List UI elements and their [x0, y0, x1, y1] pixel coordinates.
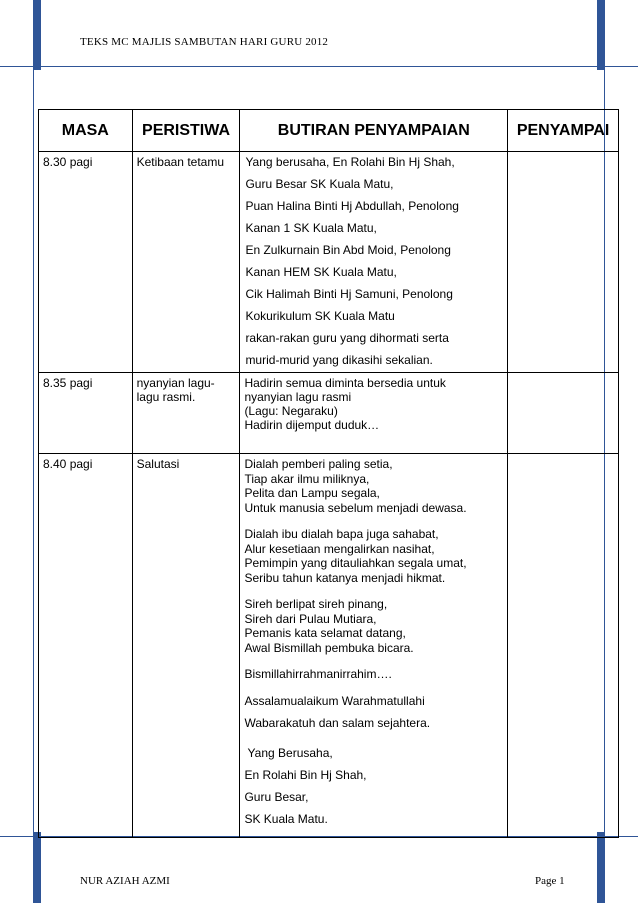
butiran-line: Guru Besar SK Kuala Matu, — [245, 177, 394, 191]
masa-cell: 8.35 pagi — [39, 373, 133, 454]
pantun-line: Pemanis kata selamat datang, — [244, 626, 406, 640]
table-row — [39, 373, 619, 454]
pantun-line: Awal Bismillah pembuka bicara. — [244, 640, 414, 655]
page-header-title: TEKS MC MAJLIS SAMBUTAN HARI GURU 2012 — [80, 36, 329, 48]
penyampai-cell — [508, 373, 619, 454]
butiran-line: Hadirin dijemput duduk… — [244, 418, 380, 432]
butiran-line: Puan Halina Binti Hj Abdullah, Penolong — [245, 199, 459, 213]
pantun-stanza — [244, 597, 503, 655]
butiran-cell — [240, 454, 508, 838]
closing-block — [244, 694, 503, 834]
peristiwa-line: nyanyian lagu- — [136, 376, 215, 390]
frame-corner-top-left — [33, 0, 41, 70]
pantun-line: Alur kesetiaan mengalirkan nasihat, — [244, 541, 435, 556]
butiran-line: (Lagu: Negaraku) — [244, 404, 338, 418]
table-row — [39, 454, 619, 838]
butiran-line: Kanan 1 SK Kuala Matu, — [245, 221, 377, 235]
butiran-cell — [240, 152, 508, 373]
header-peristiwa: PERISTIWA — [132, 110, 240, 152]
butiran-line: nyanyian lagu rasmi — [244, 390, 352, 404]
page-number: Page 1 — [535, 875, 565, 887]
cell-spacer — [244, 432, 503, 450]
penyampai-cell — [508, 152, 619, 373]
pantun-stanza — [244, 527, 503, 585]
pantun-stanza — [244, 667, 503, 682]
closing-line: Yang Berusaha, — [244, 745, 333, 760]
butiran-line: Cik Halimah Binti Hj Samuni, Penolong — [245, 287, 453, 301]
header-masa: MASA — [39, 110, 133, 152]
page-footer-author: NUR AZIAH AZMI — [80, 875, 170, 887]
masa-cell: 8.30 pagi — [39, 152, 133, 373]
closing-line: Assalamualaikum Warahmatullahi — [244, 693, 425, 708]
butiran-line: Kokurikulum SK Kuala Matu — [245, 309, 395, 323]
pantun-line: Pelita dan Lampu segala, — [244, 486, 380, 500]
peristiwa-cell: Ketibaan tetamu — [132, 152, 240, 373]
schedule-table — [38, 109, 619, 838]
butiran-line: rakan-rakan guru yang dihormati serta — [245, 331, 449, 345]
pantun-line: Sireh dari Pulau Mutiara, — [244, 611, 377, 626]
peristiwa-cell — [132, 373, 240, 454]
closing-line: Wabarakatuh dan salam sejahtera. — [244, 715, 431, 730]
header-butiran: BUTIRAN PENYAMPAIAN — [240, 110, 508, 152]
penyampai-cell — [508, 454, 619, 838]
pantun-line: Sireh berlipat sireh pinang, — [244, 597, 388, 611]
table-row — [39, 152, 619, 373]
butiran-line: En Zulkurnain Bin Abd Moid, Penolong — [245, 243, 451, 257]
butiran-cell — [240, 373, 508, 454]
frame-line-top — [0, 66, 638, 67]
closing-line: SK Kuala Matu. — [244, 811, 328, 826]
pantun-line: Tiap akar ilmu miliknya, — [244, 471, 370, 486]
butiran-line: murid-murid yang dikasihi sekalian. — [245, 353, 433, 367]
pantun-line: Seribu tahun katanya menjadi hikmat. — [244, 570, 446, 585]
pantun-line: Dialah ibu dialah bapa juga sahabat, — [244, 527, 439, 541]
pantun-line: Pemimpin yang ditauliahkan segala umat, — [244, 556, 467, 570]
frame-line-left — [33, 0, 34, 903]
closing-line: En Rolahi Bin Hj Shah, — [244, 767, 367, 782]
pantun-line: Untuk manusia sebelum menjadi dewasa. — [244, 500, 467, 515]
masa-cell: 8.40 pagi — [39, 454, 133, 838]
closing-line: Guru Besar, — [244, 789, 309, 804]
butiran-line: Hadirin semua diminta bersedia untuk — [244, 376, 446, 390]
pantun-line: Bismillahirrahmanirrahim…. — [244, 667, 392, 681]
peristiwa-line: lagu rasmi. — [136, 390, 196, 404]
header-penyampai: PENYAMPAI — [508, 110, 619, 152]
pantun-line: Dialah pemberi paling setia, — [244, 457, 393, 471]
peristiwa-cell: Salutasi — [132, 454, 240, 838]
table-header-row — [39, 110, 619, 152]
butiran-line: Kanan HEM SK Kuala Matu, — [245, 265, 397, 279]
pantun-stanza — [244, 457, 503, 515]
butiran-line: Yang berusaha, En Rolahi Bin Hj Shah, — [245, 155, 455, 169]
frame-corner-bottom-left — [33, 832, 41, 903]
